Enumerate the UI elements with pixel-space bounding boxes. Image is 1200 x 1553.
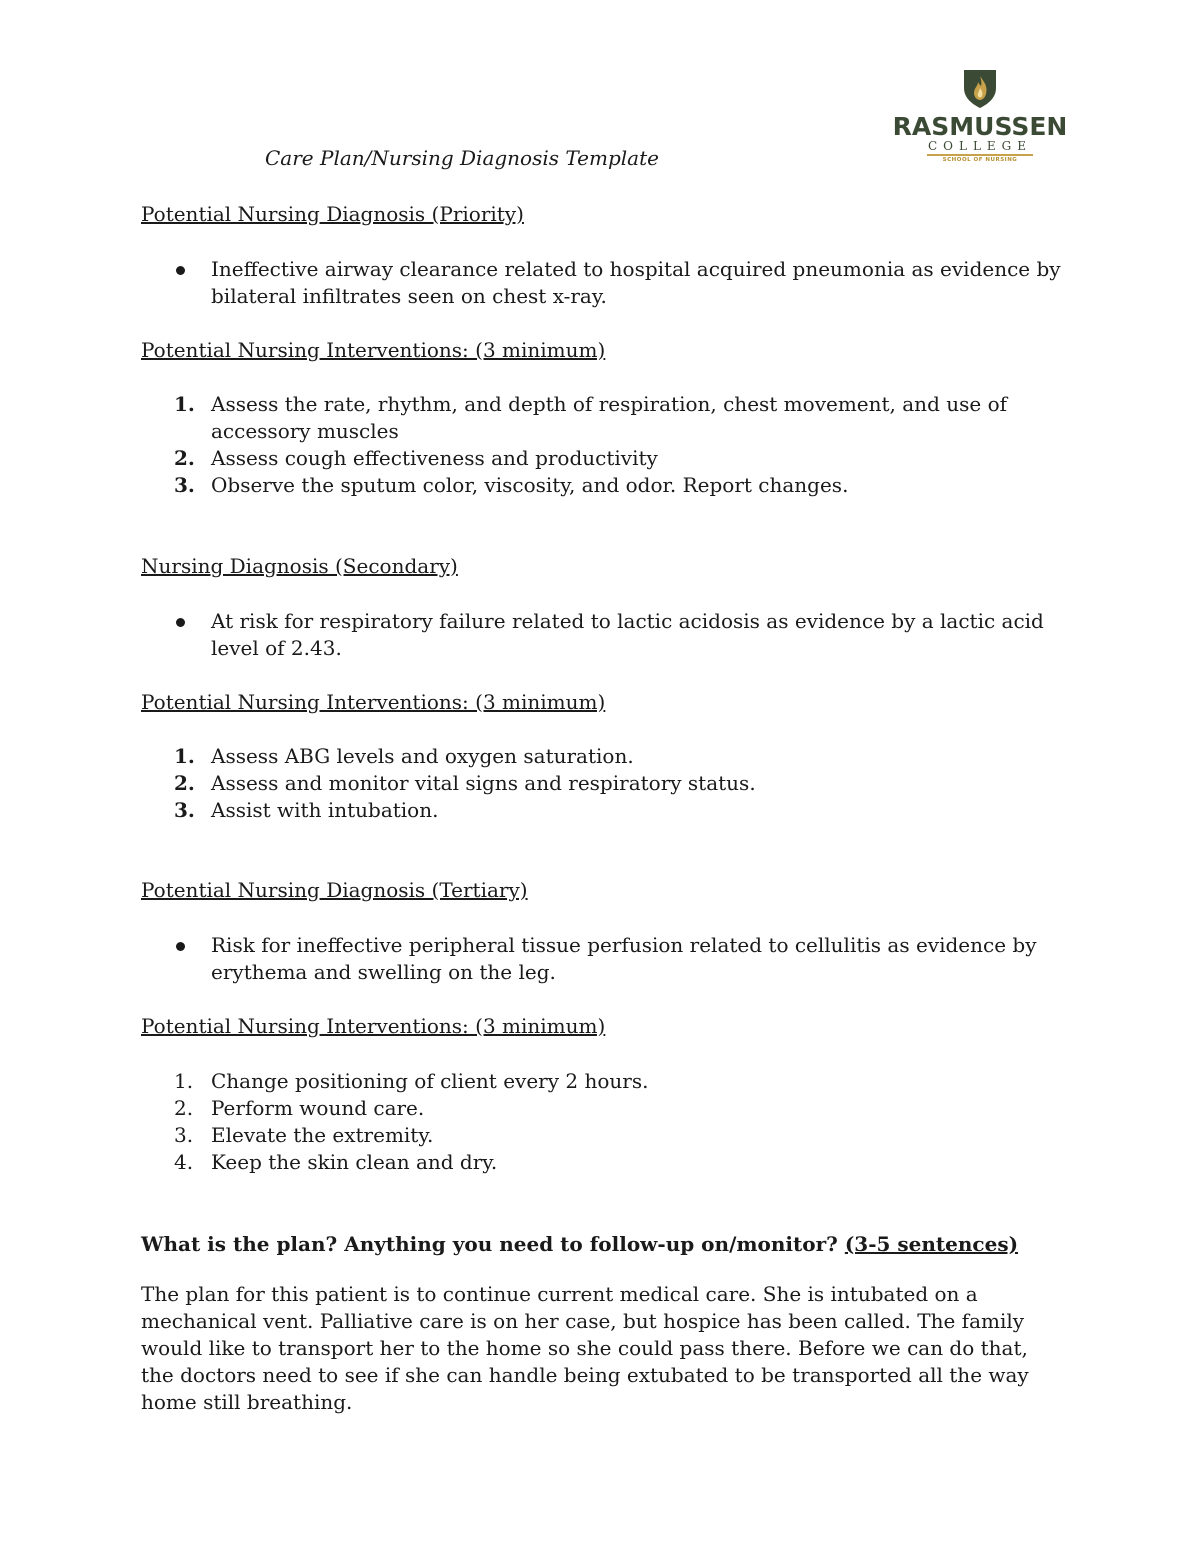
section-heading: Potential Nursing Diagnosis (Priority) [141, 202, 524, 226]
list-item [141, 743, 1071, 770]
list-number: 2. [174, 446, 195, 470]
plan-question-emphasis: (3-5 sentences) [844, 1232, 1019, 1256]
list-number: 2. [174, 771, 195, 795]
list-number: 3. [174, 798, 195, 822]
list-item [141, 770, 1071, 797]
list-item [141, 1149, 1071, 1176]
logo-name: RASMUSSEN [892, 112, 1068, 141]
interventions-heading: Potential Nursing Interventions: (3 minimum) [141, 690, 606, 714]
list-text: Observe the sputum color, viscosity, and odor. Report changes. [211, 473, 849, 497]
list-item [141, 472, 1071, 499]
plan-answer: The plan for this patient is to continue current medical care. She is intubated on a mechanical vent. Palliative care is on her case, but hospice has been called. The family would like to transport her to the home so she could pass there. Before we can do that, the doctors need to see if she can handle being extubated to be transported all the way home still breathing. [141, 1282, 1029, 1414]
diagnosis-text: Risk for ineffective peripheral tissue perfusion related to cellulitis as evidence by erythema and swelling on the leg. [211, 933, 1037, 984]
list-text: Elevate the extremity. [211, 1123, 434, 1147]
logo-college: COLLEGE [927, 139, 1033, 153]
plan-question-text: What is the plan? Anything you need to follow-up on/monitor? [141, 1232, 838, 1256]
list-number: 1. [174, 744, 195, 768]
section-heading: Potential Nursing Diagnosis (Tertiary) [141, 878, 528, 902]
list-number: 4. [174, 1150, 194, 1174]
plan-question [141, 1231, 1071, 1258]
list-text: Perform wound care. [211, 1096, 425, 1120]
list-text: Assess cough effectiveness and productivity [211, 446, 658, 470]
diagnosis-text: Ineffective airway clearance related to hospital acquired pneumonia as evidence by bilateral infiltrates seen on chest x-ray. [211, 257, 1061, 308]
list-item [141, 1068, 1071, 1095]
list-item [141, 445, 1071, 472]
page-title: Care Plan/Nursing Diagnosis Template [265, 146, 659, 170]
diagnosis-bullet [141, 608, 1071, 662]
list-item [141, 1095, 1071, 1122]
bullet-dot [176, 942, 185, 951]
list-text: Keep the skin clean and dry. [211, 1150, 498, 1174]
diagnosis-text: At risk for respiratory failure related to lactic acidosis as evidence by a lactic acid level of 2.43. [211, 609, 1044, 660]
college-logo [892, 66, 1068, 170]
bullet-dot [176, 266, 185, 275]
diagnosis-bullet [141, 932, 1071, 986]
list-text: Change positioning of client every 2 hours. [211, 1069, 649, 1093]
section-heading: Nursing Diagnosis (Secondary) [141, 554, 458, 578]
list-item [141, 797, 1071, 824]
shield-flame-icon [960, 66, 1000, 110]
list-text: Assess ABG levels and oxygen saturation. [211, 744, 634, 768]
logo-school: SCHOOL OF NURSING [942, 157, 1018, 163]
list-number: 3. [174, 1123, 194, 1147]
logo-rule [927, 154, 1033, 156]
list-number: 2. [174, 1096, 194, 1120]
list-number: 1. [174, 392, 195, 416]
list-text: Assist with intubation. [211, 798, 439, 822]
list-text: Assess and monitor vital signs and respiratory status. [211, 771, 756, 795]
list-text: Assess the rate, rhythm, and depth of respiration, chest movement, and use of accessory muscles [211, 392, 1008, 443]
list-number: 1. [174, 1069, 194, 1093]
bullet-dot [176, 618, 185, 627]
list-number: 3. [174, 473, 195, 497]
list-item [141, 391, 1071, 445]
interventions-heading: Potential Nursing Interventions: (3 minimum) [141, 338, 606, 362]
diagnosis-bullet [141, 256, 1071, 310]
list-item [141, 1122, 1071, 1149]
interventions-heading: Potential Nursing Interventions: (3 minimum) [141, 1014, 606, 1038]
